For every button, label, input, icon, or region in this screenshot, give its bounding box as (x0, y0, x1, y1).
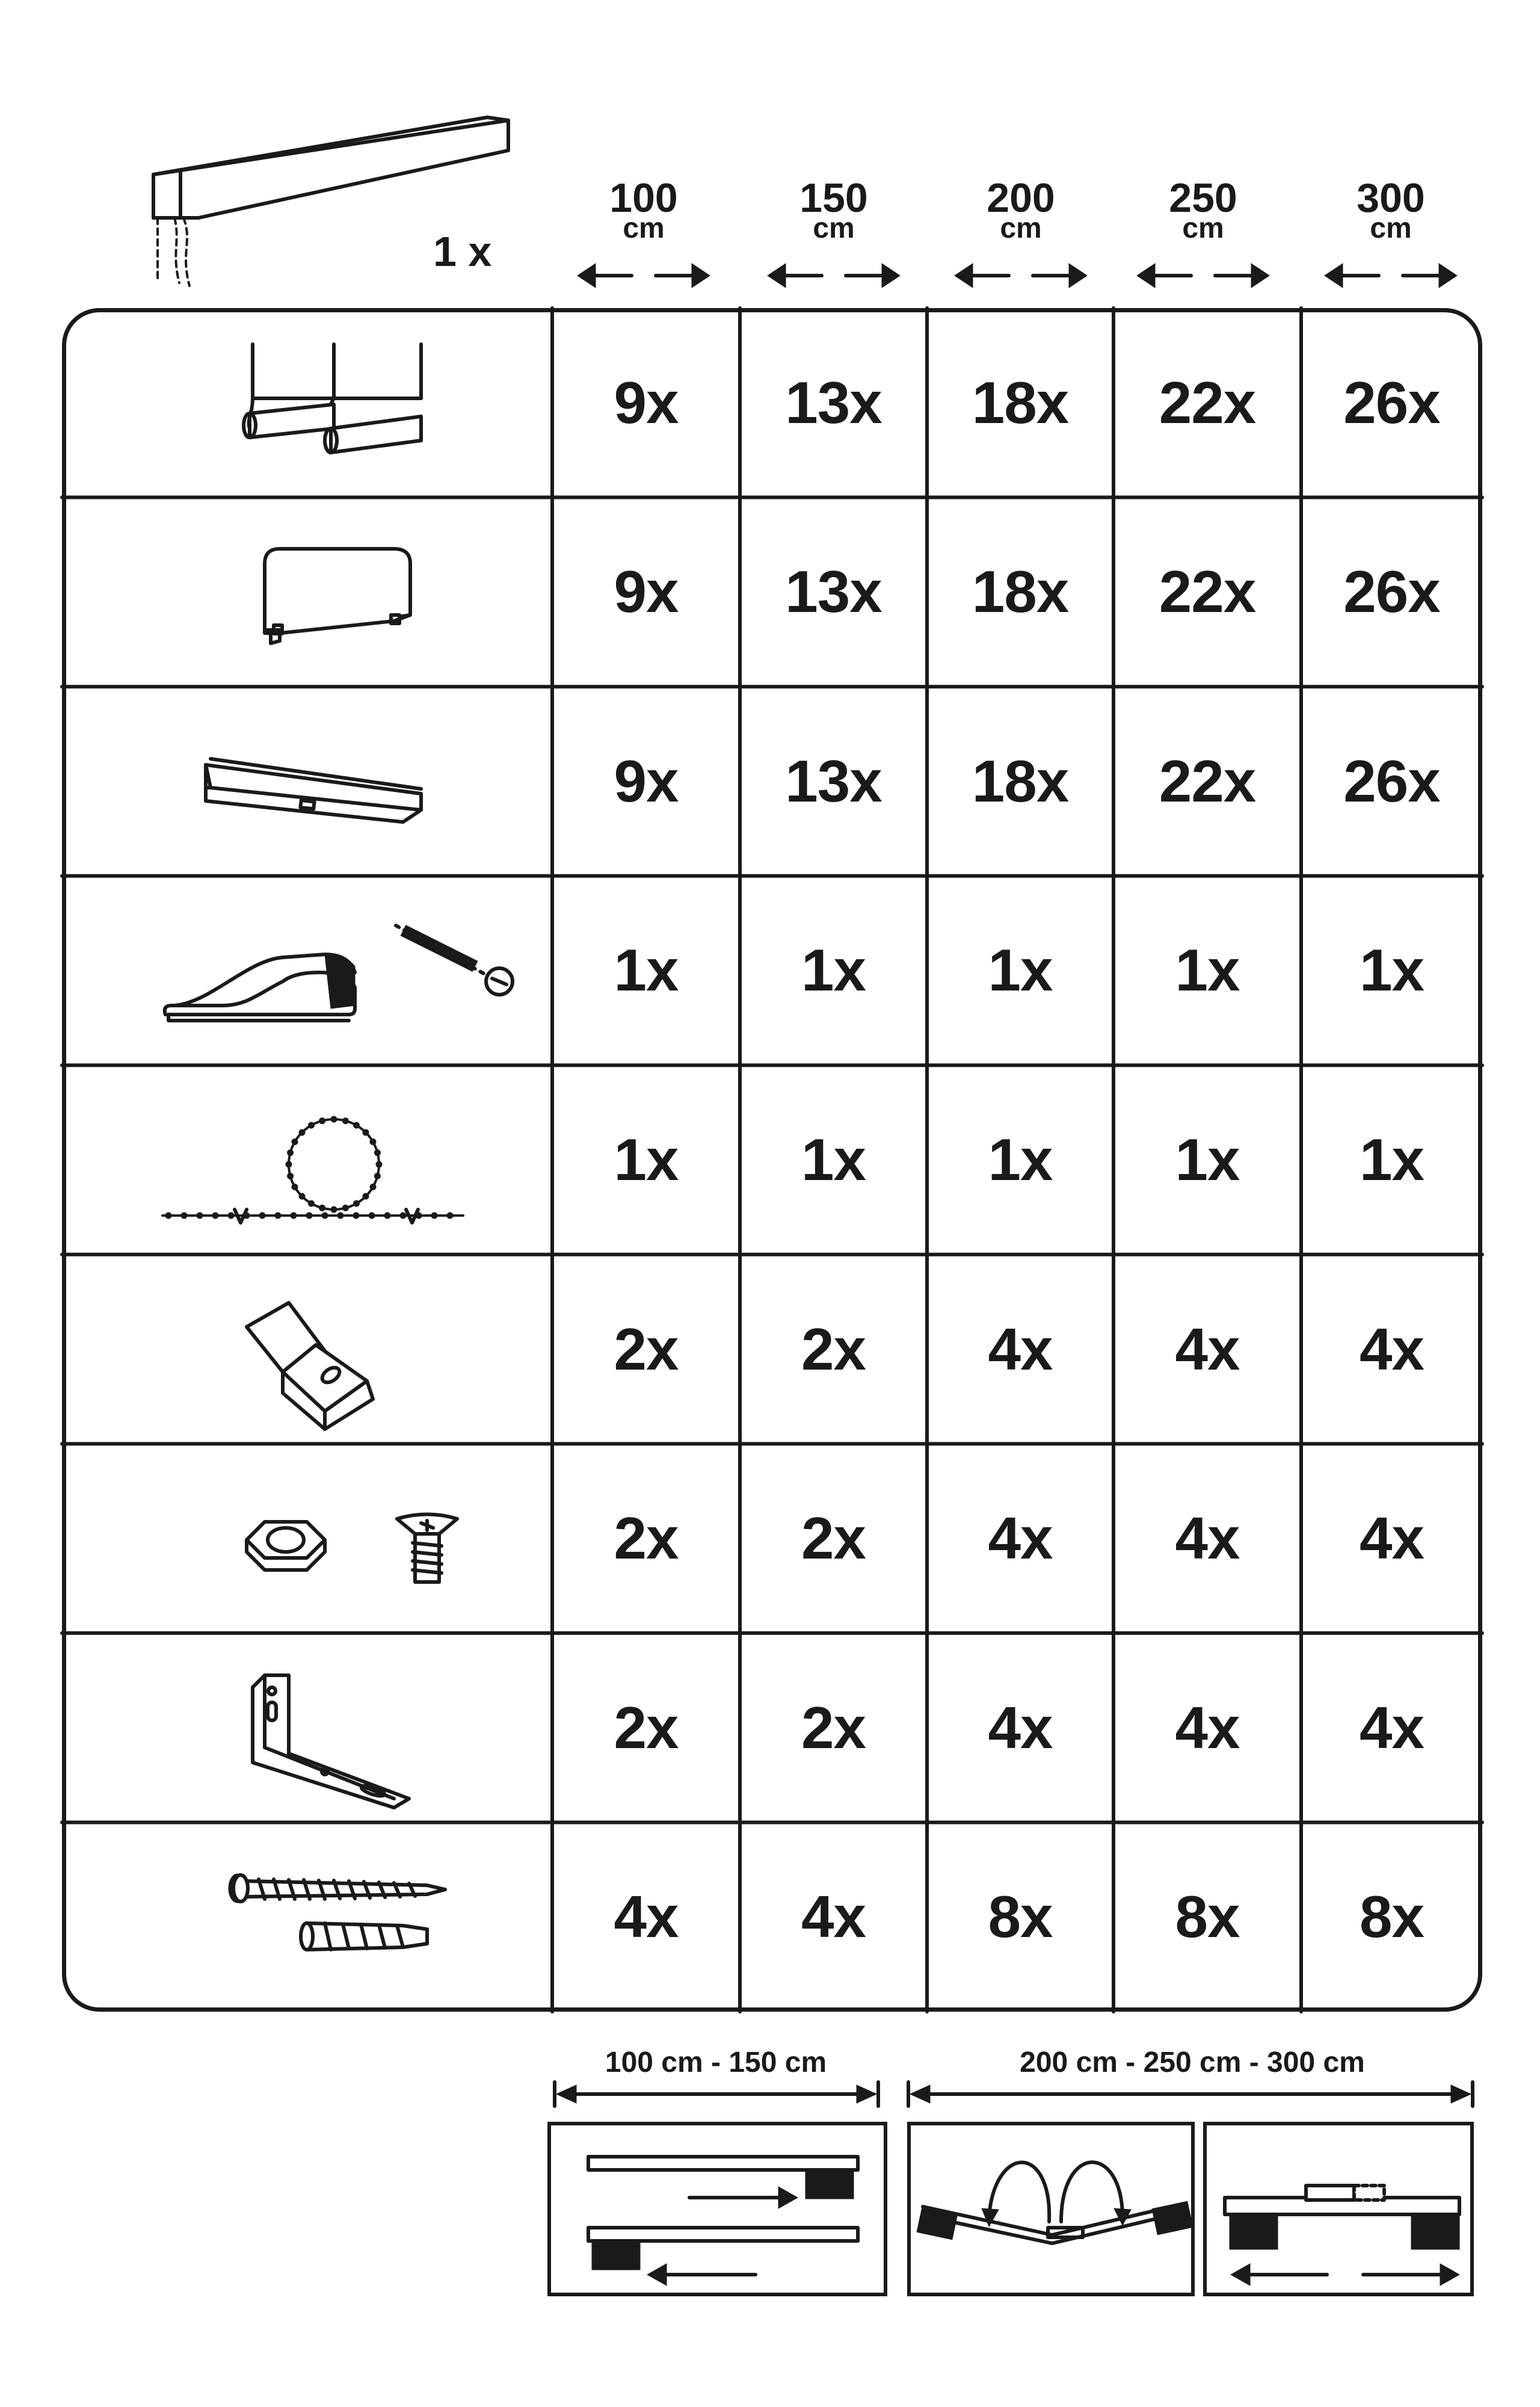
install-diagram-fold-up (907, 2122, 1195, 2296)
quantity-cell: 1x (801, 1126, 866, 1193)
quantity-cell: 26x (1343, 369, 1440, 436)
quantity-cell: 4x (1359, 1694, 1424, 1761)
quantity-cell: 9x (614, 558, 679, 625)
quantity-cell: 26x (1343, 558, 1440, 625)
quantity-cell: 1x (614, 1126, 679, 1193)
parts-table (62, 308, 1482, 2012)
quantity-cell: 2x (801, 1694, 866, 1761)
width-arrow (768, 264, 900, 288)
quantity-cell: 2x (801, 1505, 866, 1572)
column-header-200: 200 cm (987, 175, 1055, 244)
quantity-cell: 1x (988, 1126, 1053, 1193)
quantity-cell: 4x (1359, 1315, 1424, 1382)
width-arrow (955, 264, 1087, 288)
quantity-cell: 8x (988, 1883, 1053, 1950)
quantity-cell: 4x (1175, 1315, 1240, 1382)
quantity-cell: 4x (1359, 1505, 1424, 1572)
quantity-cell: 2x (614, 1505, 679, 1572)
quantity-cell: 1x (1359, 1126, 1424, 1193)
quantity-cell: 4x (988, 1315, 1053, 1382)
large-width-range-label: 200 cm - 250 cm - 300 cm (1020, 2047, 1365, 2078)
quantity-cell: 1x (614, 937, 679, 1004)
column-header-250: 250 cm (1169, 175, 1237, 244)
quantity-cell: 1x (1359, 937, 1424, 1004)
lamella-hanger-icon (66, 308, 556, 498)
quantity-cell: 8x (1175, 1883, 1240, 1950)
column-header-300: 300 cm (1357, 175, 1425, 244)
quantity-cell: 4x (1175, 1505, 1240, 1572)
width-arrow (578, 264, 710, 288)
quantity-cell: 4x (988, 1694, 1053, 1761)
quantity-cell: 2x (614, 1315, 679, 1382)
headrail-quantity: 1 x (433, 228, 492, 275)
quantity-cell: 1x (1175, 1126, 1240, 1193)
bottom-weight-cap-icon (66, 498, 556, 687)
quantity-cell: 18x (972, 558, 1069, 625)
install-diagram-extend (1203, 2122, 1474, 2296)
quantity-cell: 22x (1159, 558, 1256, 625)
quantity-cell: 2x (801, 1315, 866, 1382)
quantity-cell: 18x (972, 369, 1069, 436)
quantity-cell: 2x (614, 1694, 679, 1761)
quantity-cell: 1x (988, 937, 1053, 1004)
screw-and-wall-plug-icon (66, 1822, 556, 2012)
quantity-cell: 8x (1359, 1883, 1424, 1950)
quantity-cell: 1x (801, 937, 866, 1004)
quantity-cell: 4x (801, 1883, 866, 1950)
install-diagram-slide-in (547, 2122, 887, 2296)
column-header-150: 150 cm (799, 175, 868, 244)
mounting-clip-icon (66, 1255, 556, 1444)
quantity-cell: 13x (785, 369, 882, 436)
chain-safety-clip-and-screw-icon (66, 876, 556, 1066)
weight-bar-icon (66, 687, 556, 876)
nut-and-bolt-icon (66, 1444, 556, 1633)
quantity-cell: 13x (785, 747, 882, 814)
quantity-cell: 22x (1159, 369, 1256, 436)
quantity-cell: 4x (1175, 1694, 1240, 1761)
small-width-range-label: 100 cm - 150 cm (605, 2047, 827, 2078)
quantity-cell: 1x (1175, 937, 1240, 1004)
column-header-100: 100 cm (609, 175, 678, 244)
quantity-cell: 9x (614, 369, 679, 436)
quantity-cell: 4x (988, 1505, 1053, 1572)
bead-chain-connector-icon (66, 1065, 556, 1255)
quantity-cell: 13x (785, 558, 882, 625)
width-arrow (1137, 264, 1269, 288)
quantity-cell: 26x (1343, 747, 1440, 814)
angle-bracket-icon (66, 1633, 556, 1823)
quantity-cell: 4x (614, 1883, 679, 1950)
width-arrow (1325, 264, 1457, 288)
quantity-cell: 9x (614, 747, 679, 814)
quantity-cell: 18x (972, 747, 1069, 814)
quantity-cell: 22x (1159, 747, 1256, 814)
